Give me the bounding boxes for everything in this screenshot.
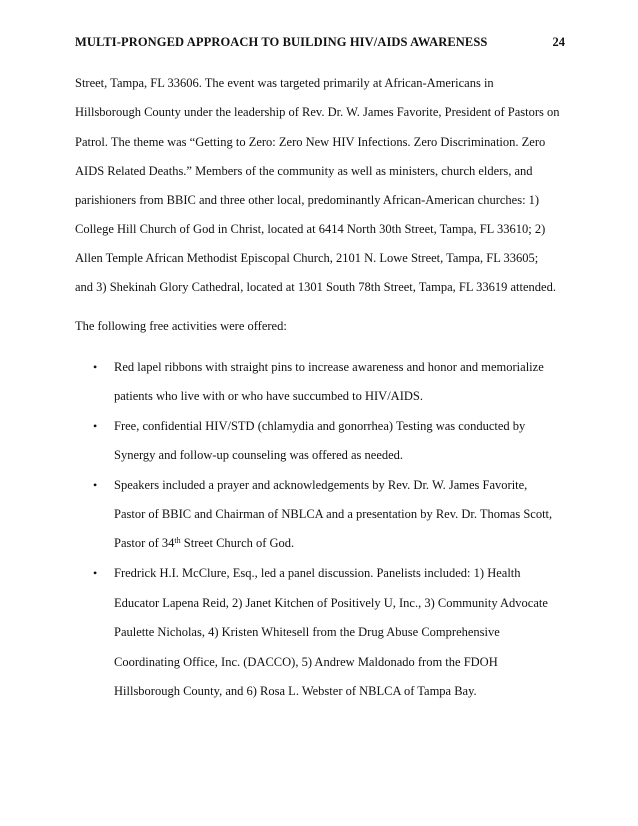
paragraph-line: Hillsborough County under the leadership of Rev. Dr. W. James Favorite, President of Pastors on: [75, 105, 560, 119]
text-span: Street Church of God.: [180, 536, 295, 550]
list-item-line: Educator Lapena Reid, 2) Janet Kitchen of Positively U, Inc., 3) Community Advocate: [114, 596, 548, 610]
list-item-line: patients who live with or who have succumbed to HIV/AIDS.: [114, 389, 423, 403]
text-span: Pastor of 34: [114, 536, 175, 550]
running-head: MULTI-PRONGED APPROACH TO BUILDING HIV/AIDS AWARENESS: [75, 35, 488, 49]
paragraph-line: Allen Temple African Methodist Episcopal Church, 2101 N. Lowe Street, Tampa, FL 33605;: [75, 251, 539, 265]
paragraph-line: AIDS Related Deaths.” Members of the community as well as ministers, church elders, and: [75, 164, 533, 178]
bullet-icon: •: [93, 566, 98, 580]
list-intro: The following free activities were offered:: [75, 319, 287, 333]
paragraph-line: College Hill Church of God in Christ, located at 6414 North 30th Street, Tampa, FL 33610; 2): [75, 222, 546, 236]
list-item-line: Speakers included a prayer and acknowledgements by Rev. Dr. W. James Favorite,: [114, 478, 528, 492]
list-item-line: Coordinating Office, Inc. (DACCO), 5) Andrew Maldonado from the FDOH: [114, 655, 498, 669]
page-number: 24: [552, 35, 565, 49]
paragraph-line: Street, Tampa, FL 33606. The event was targeted primarily at African-Americans in: [75, 76, 494, 90]
bullet-icon: •: [93, 478, 98, 492]
list-item-line: Red lapel ribbons with straight pins to increase awareness and honor and memorialize: [114, 360, 544, 374]
bullet-icon: •: [93, 360, 98, 374]
list-item-line: Paulette Nicholas, 4) Kristen Whitesell from the Drug Abuse Comprehensive: [114, 625, 500, 639]
paragraph-line: Patrol. The theme was “Getting to Zero: Zero New HIV Infections. Zero Discrimination. Zero: [75, 135, 546, 149]
list-item-line: Fredrick H.I. McClure, Esq., led a panel discussion. Panelists included: 1) Health: [114, 566, 521, 580]
superscript: th: [174, 536, 181, 545]
bullet-icon: •: [93, 419, 98, 433]
list-item-line: Synergy and follow-up counseling was offered as needed.: [114, 448, 404, 462]
list-item-line: Pastor of BBIC and Chairman of NBLCA and a presentation by Rev. Dr. Thomas Scott,: [114, 507, 553, 521]
paragraph-line: parishioners from BBIC and three other local, predominantly African-American churches: 1): [75, 193, 540, 207]
list-item-line: [114, 537, 294, 550]
list-item-line: Hillsborough County, and 6) Rosa L. Webster of NBLCA of Tampa Bay.: [114, 684, 477, 698]
list-item-line: Free, confidential HIV/STD (chlamydia and gonorrhea) Testing was conducted by: [114, 419, 526, 433]
paragraph-line: and 3) Shekinah Glory Cathedral, located at 1301 South 78th Street, Tampa, FL 33619 attended.: [75, 280, 556, 294]
